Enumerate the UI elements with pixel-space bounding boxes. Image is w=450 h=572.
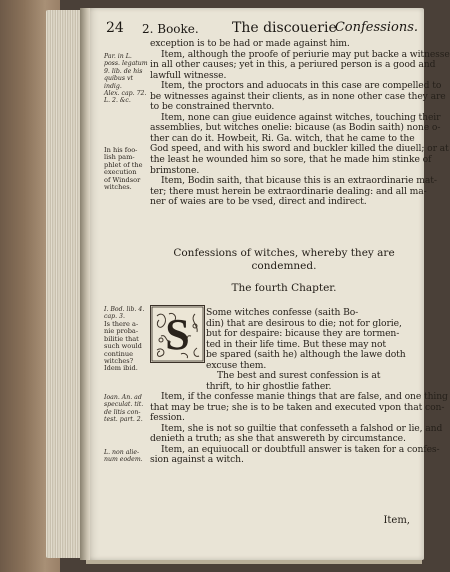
text-block-2 xyxy=(206,308,418,392)
text-line: in all other causes; yet in this, a periured person is a good and xyxy=(150,59,436,71)
margin-line: In his foo- xyxy=(104,146,138,154)
text-line: ter; there must herein be extraordinarie dealing: and all ma- xyxy=(150,185,427,197)
marginal-note xyxy=(104,394,150,424)
margin-line: of Windsor xyxy=(104,175,141,184)
margin-line: Alex. cap. 72. xyxy=(104,90,147,98)
margin-line: indig. xyxy=(104,82,122,90)
text-line: exception is to be had or made against him. xyxy=(150,38,350,49)
margin-line: L. 2. &c. xyxy=(104,97,131,105)
running-title: The discouerie xyxy=(232,20,337,36)
margin-line: speculat. tit. xyxy=(104,401,144,409)
marginal-note xyxy=(104,147,150,191)
text-block-1 xyxy=(150,38,450,208)
text-line: excuse them. xyxy=(206,359,267,371)
text-line: Item, she is not so guiltie that confesseth a falshod or lie, and xyxy=(161,422,443,434)
marginal-note xyxy=(104,321,150,373)
margin-line: phlet of the xyxy=(104,160,143,169)
text-line: Item, Bodin saith, that bicause this is an extraordinarie mat- xyxy=(161,175,437,187)
margin-line: de litis con- xyxy=(104,408,141,416)
text-line: fession. xyxy=(150,412,185,424)
margin-line: 9. lib. de his xyxy=(104,67,143,75)
margin-line: L. non alie- xyxy=(104,449,140,456)
text-line: the least he wounded him so sore, that he made him stinke of xyxy=(150,154,432,166)
text-line: but for despaire: bicause they are tormen- xyxy=(206,328,400,340)
chapter-heading: The fourth Chapter. xyxy=(231,282,337,294)
marginal-note xyxy=(104,449,150,464)
catchword: Item, xyxy=(383,515,410,526)
book-label: 2. Booke. xyxy=(142,22,199,36)
page-number: 24 xyxy=(106,20,124,36)
margin-line: witches. xyxy=(104,183,132,192)
text-line: The best and surest confession is at xyxy=(217,370,381,382)
text-line: Some witches confesse (saith Bo- xyxy=(206,307,359,318)
margin-line: Is there a- xyxy=(104,320,139,328)
text-line: brimstone. xyxy=(150,164,200,176)
text-line: Item, although the proofe of periurie may put backe a witnesse xyxy=(161,48,450,60)
text-line: be spared (saith he) although the lawe doth xyxy=(206,349,406,361)
text-line: lawfull witnesse. xyxy=(150,69,227,81)
margin-line: I. Bod. lib. 4. xyxy=(104,306,145,313)
margin-line: num eodem. xyxy=(104,456,143,464)
margin-line: bilitie that xyxy=(104,334,139,343)
text-line: to be constrained thervnto. xyxy=(150,101,275,113)
text-line: din) that are desirous to die; not for glorie, xyxy=(206,317,402,329)
margin-line: test. part. 2. xyxy=(104,416,143,424)
margin-line: such would xyxy=(104,342,142,351)
text-line: ther can do it. Howbeit, Ri. Ga. witch, that he came to the xyxy=(150,132,415,144)
margin-line: Ioan. An. ad xyxy=(104,394,142,401)
margin-line: quibus vt xyxy=(104,75,133,83)
book-page xyxy=(86,8,450,560)
text-line: ner of waies are to be vsed, direct and indirect. xyxy=(150,196,367,208)
text-line: that may be true; she is to be taken and executed vpon that con- xyxy=(150,401,445,413)
margin-line: poss. legatum xyxy=(104,60,148,68)
text-block-3 xyxy=(150,391,448,466)
marginal-note xyxy=(104,306,150,321)
margin-line: continue xyxy=(104,349,134,358)
text-line: Item, the proctors and aduocats in this case are compelled to xyxy=(161,80,442,92)
text-line: sion against a witch. xyxy=(150,454,244,466)
margin-line: lish pam- xyxy=(104,153,135,162)
section-heading: Confessions of witches, whereby they are condemned. xyxy=(173,247,395,272)
text-line: assemblies, but witches onelie: bicause (as Bodin saith) none o- xyxy=(150,122,441,134)
drop-cap-letter: S xyxy=(165,310,190,359)
text-line: be witnesses against their clients, as in none other case they are xyxy=(150,90,446,102)
marginal-note xyxy=(104,53,150,105)
section-title: Confessions. xyxy=(334,20,418,35)
margin-line: Par. in L. xyxy=(104,53,132,60)
text-line: ted in their life time. But these may not xyxy=(206,338,387,350)
margin-line: cap. 3. xyxy=(104,313,125,321)
text-line: denieth a truth; as she that answereth by circumstance. xyxy=(150,433,406,445)
text-line: Item, an equiuocall or doubtfull answer is taken for a confes- xyxy=(161,443,440,455)
margin-line: execution xyxy=(104,168,137,177)
text-line: God speed, and with his sword and buckler killed the diuell; or at xyxy=(150,143,449,155)
margin-line: Idem ibid. xyxy=(104,364,138,373)
text-line: Item, none can giue euidence against witches, touching their xyxy=(161,111,441,123)
margin-line: nie proba- xyxy=(104,327,139,336)
text-line: Item, if the confesse manie things that are false, and one thing xyxy=(161,391,448,402)
drop-cap-ornament xyxy=(150,305,205,363)
text-line: thrift, to hir ghostlie father. xyxy=(206,380,332,392)
gutter-shadow xyxy=(80,8,90,560)
margin-line: witches? xyxy=(104,357,134,366)
